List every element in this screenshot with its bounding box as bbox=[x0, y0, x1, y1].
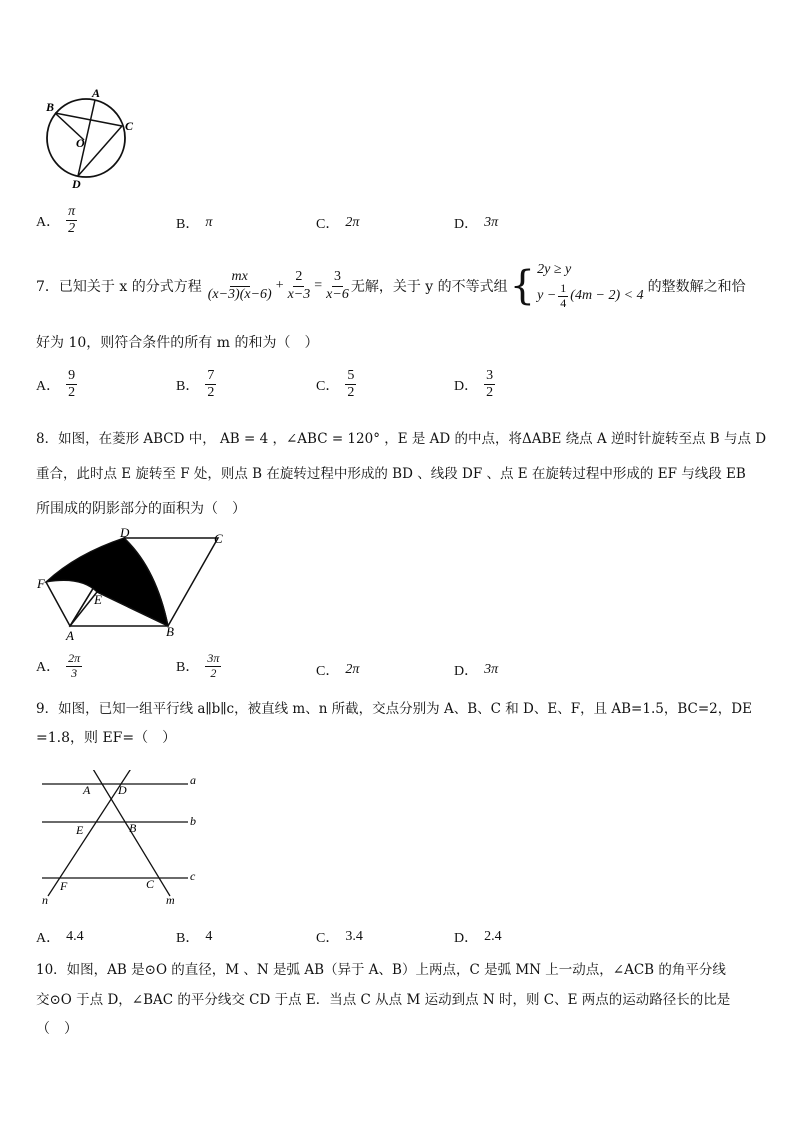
fraction-numerator: 3 bbox=[332, 269, 343, 286]
option-letter: D． bbox=[454, 664, 479, 679]
option-fraction bbox=[66, 652, 82, 681]
q7-option-b[interactable] bbox=[176, 368, 216, 401]
option-letter: A． bbox=[36, 931, 61, 946]
q9-option-c[interactable] bbox=[316, 927, 363, 947]
q10-line3: （ ） bbox=[36, 1021, 78, 1037]
label-b-line: b bbox=[190, 814, 196, 828]
label-m: m bbox=[166, 893, 175, 907]
q9-line1: 9．如图，已知一组平行线 a∥b∥c，被直线 m、n 所截，交点分别为 A、B、C 和 D、E、F，且 AB=1.5，BC=2，DE bbox=[36, 701, 752, 717]
q6-option-d[interactable] bbox=[454, 213, 498, 233]
option-value: 4.4 bbox=[66, 929, 84, 944]
q7-option-d[interactable] bbox=[454, 368, 495, 401]
q8-option-b[interactable] bbox=[176, 652, 221, 681]
option-fraction bbox=[205, 652, 221, 681]
q7-suffix: 的整数解之和恰 bbox=[647, 279, 746, 295]
q7-frac3 bbox=[324, 269, 351, 302]
segment-ae bbox=[70, 592, 97, 626]
q7-ineq2-frac bbox=[558, 282, 568, 311]
q7-option-c[interactable] bbox=[316, 368, 356, 401]
fraction-numerator: 2π bbox=[68, 651, 81, 665]
fraction-denominator: 2 bbox=[486, 385, 494, 401]
label-d: D bbox=[72, 177, 81, 191]
q7-plus: + bbox=[275, 278, 284, 293]
option-value: 3.4 bbox=[345, 929, 363, 944]
shaded-region bbox=[46, 538, 168, 626]
option-letter: C． bbox=[316, 217, 340, 232]
option-value: 3π bbox=[484, 215, 499, 230]
circle-figure bbox=[40, 84, 145, 194]
fraction-denominator: (x−3)(x−6) bbox=[207, 286, 272, 302]
option-letter: D． bbox=[454, 931, 479, 946]
q8-option-d[interactable] bbox=[454, 660, 498, 680]
option-letter: B． bbox=[176, 660, 200, 676]
fraction-denominator: 4 bbox=[560, 295, 567, 310]
q9-option-b[interactable] bbox=[176, 927, 212, 947]
option-letter: A． bbox=[36, 660, 61, 676]
label-a-line: a bbox=[190, 773, 196, 787]
segment-cd bbox=[78, 126, 122, 176]
label-e: E bbox=[94, 592, 102, 607]
option-letter: A． bbox=[36, 214, 61, 230]
label-e: E bbox=[76, 823, 84, 837]
fraction-numerator: π bbox=[66, 204, 77, 221]
rhombus-figure bbox=[36, 528, 236, 644]
q7-option-a[interactable] bbox=[36, 368, 77, 401]
q7-line2: 好为 10，则符合条件的所有 m 的和为（ ） bbox=[36, 335, 319, 351]
fraction-denominator: 2 bbox=[207, 385, 215, 401]
fraction-numerator: 7 bbox=[205, 368, 216, 385]
label-a: A bbox=[92, 86, 101, 100]
fraction-denominator: x−6 bbox=[326, 286, 349, 302]
option-fraction bbox=[484, 368, 495, 401]
option-letter: D． bbox=[454, 217, 479, 232]
q6-option-c[interactable] bbox=[316, 213, 359, 233]
q7-ineq1: 2y ≥ y bbox=[537, 261, 572, 277]
option-letter: D． bbox=[454, 378, 479, 394]
fraction-denominator: x−3 bbox=[287, 286, 311, 302]
brace-icon: { bbox=[509, 263, 536, 309]
label-n: n bbox=[42, 893, 48, 907]
fraction-denominator: 2 bbox=[68, 221, 76, 237]
fraction-denominator: 2 bbox=[347, 385, 355, 401]
fraction-denominator: 2 bbox=[210, 665, 217, 680]
q7-frac2 bbox=[286, 269, 313, 302]
q9-option-a[interactable] bbox=[36, 927, 84, 947]
fraction-numerator: mx bbox=[230, 269, 250, 286]
option-value: 4 bbox=[205, 929, 213, 944]
q9-option-d[interactable] bbox=[454, 927, 502, 947]
fraction-denominator: 3 bbox=[71, 665, 78, 680]
label-f: F bbox=[60, 879, 68, 893]
fraction-numerator: 1 bbox=[560, 280, 567, 295]
label-c: C bbox=[214, 531, 223, 546]
q7-stem bbox=[36, 256, 766, 316]
option-letter: B． bbox=[176, 217, 200, 232]
q6-option-b[interactable] bbox=[176, 213, 212, 233]
parallel-lines-figure bbox=[36, 770, 216, 910]
label-c: C bbox=[125, 119, 134, 133]
option-value: 3π bbox=[484, 662, 499, 677]
q10-line2: 交⊙O 于点 D，∠BAC 的平分线交 CD 于点 E．当点 C 从点 M 运动到点 N 时，则 C、E 两点的运动路径长的比是 bbox=[36, 992, 731, 1008]
q8-option-c[interactable] bbox=[316, 660, 359, 680]
fraction-numerator: 2 bbox=[293, 269, 304, 286]
q7-system bbox=[537, 262, 644, 311]
label-b: B bbox=[129, 821, 137, 835]
q8-line3: 所围成的阴影部分的面积为（ ） bbox=[36, 501, 246, 517]
label-f: F bbox=[37, 576, 45, 591]
q7-middle: 无解，关于 y 的不等式组 bbox=[350, 279, 508, 295]
fraction-numerator: 9 bbox=[66, 368, 77, 385]
label-o: O bbox=[76, 136, 85, 150]
option-fraction bbox=[66, 368, 77, 401]
q8-line2: 重合，此时点 E 旋转至 F 处，则点 B 在旋转过程中形成的 BD 、线段 DF 、点 E 在旋转过程中形成的 EF 与线段 EB bbox=[36, 466, 746, 482]
option-value: π bbox=[205, 215, 213, 230]
q8-option-a[interactable] bbox=[36, 652, 82, 681]
fraction-denominator: 2 bbox=[68, 385, 76, 401]
q6-option-a[interactable] bbox=[36, 204, 77, 237]
option-letter: C． bbox=[316, 378, 340, 394]
q7-frac1 bbox=[206, 269, 274, 302]
option-letter: A． bbox=[36, 378, 61, 394]
label-c: C bbox=[146, 877, 155, 891]
label-c-line: c bbox=[190, 869, 196, 883]
option-value: 2π bbox=[345, 215, 360, 230]
fraction-numerator: 3 bbox=[484, 368, 495, 385]
option-fraction bbox=[345, 368, 356, 401]
option-value: 2π bbox=[345, 662, 360, 677]
q7-equals: = bbox=[314, 278, 323, 293]
option-fraction bbox=[66, 204, 77, 237]
q9-line2: =1.8，则 EF=（ ） bbox=[36, 730, 177, 746]
label-b: B bbox=[166, 624, 174, 639]
q7-ineq2-pre: y − bbox=[537, 288, 557, 303]
option-letter: C． bbox=[316, 931, 340, 946]
q7-prefix: 7．已知关于 x 的分式方程 bbox=[36, 279, 202, 295]
segment-bc bbox=[55, 113, 122, 126]
label-b: B bbox=[46, 100, 55, 114]
q8-line1: 8．如图，在菱形 ABCD 中， AB = 4 ，∠ABC = 120° ，E 是 AD 的中点，将ΔABE 绕点 A 逆时针旋转至点 B 与点 D bbox=[36, 431, 767, 447]
q7-ineq2-post: (4m − 2) < 4 bbox=[570, 288, 644, 303]
label-a: A bbox=[83, 783, 91, 797]
option-letter: C． bbox=[316, 664, 340, 679]
option-letter: B． bbox=[176, 378, 200, 394]
q7-ineq2 bbox=[537, 282, 644, 311]
option-fraction bbox=[205, 368, 216, 401]
label-d: D bbox=[118, 783, 127, 797]
label-a: A bbox=[66, 628, 74, 643]
option-value: 2.4 bbox=[484, 929, 502, 944]
fraction-numerator: 5 bbox=[345, 368, 356, 385]
fraction-numerator: 3π bbox=[207, 651, 220, 665]
label-d: D bbox=[120, 528, 130, 540]
q10-line1: 10．如图，AB 是⊙O 的直径，M 、N 是弧 AB（异于 A、B）上两点，C 是弧 MN 上一动点，∠ACB 的角平分线 bbox=[36, 962, 726, 978]
option-letter: B． bbox=[176, 931, 200, 946]
